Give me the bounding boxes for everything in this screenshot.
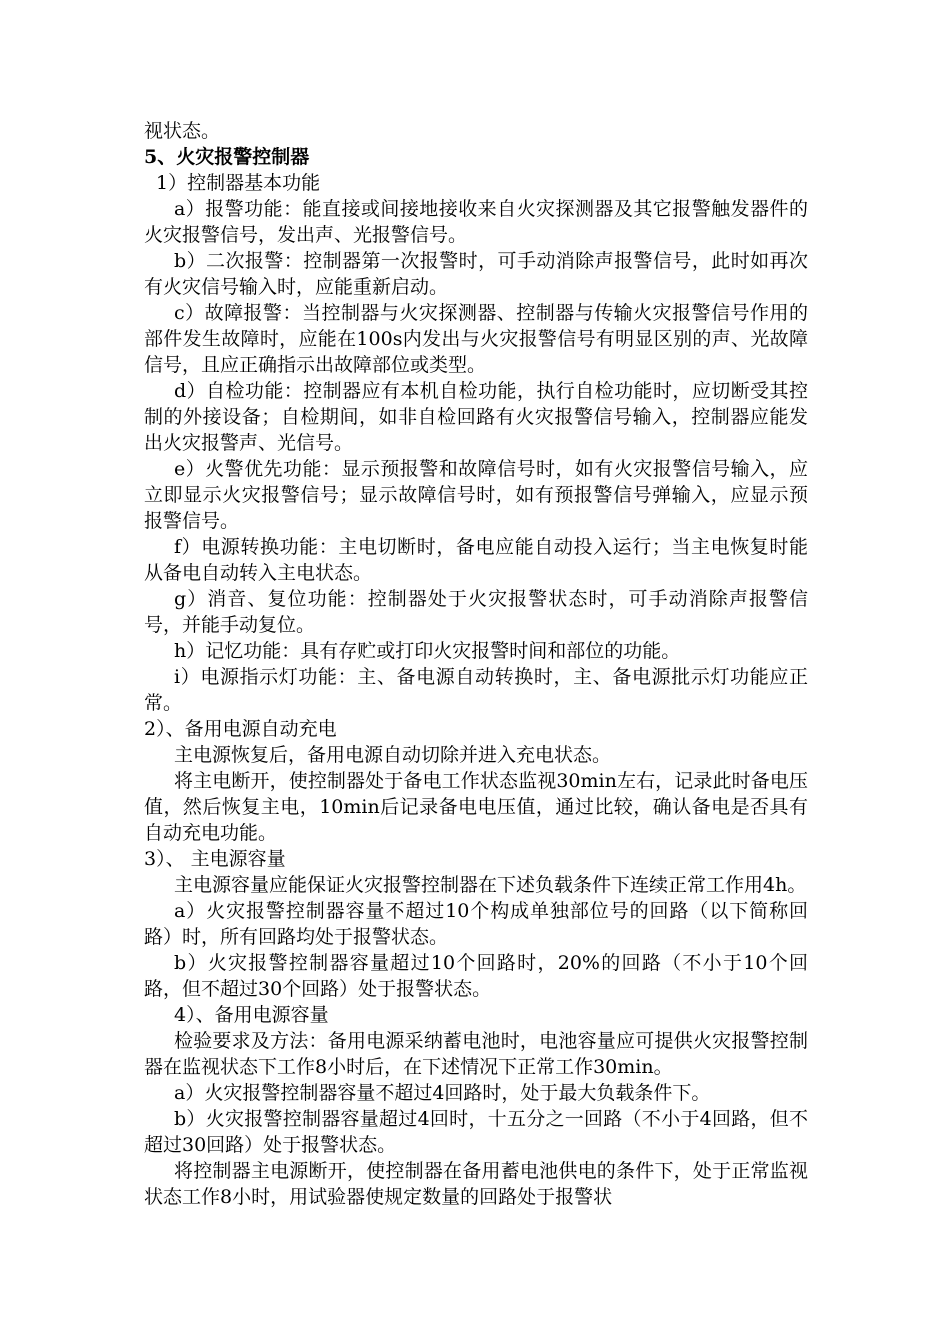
document-page <box>144 118 808 1210</box>
list-item-h: h）记忆功能：具有存贮或打印火灾报警时间和部位的功能。 <box>174 640 681 662</box>
paragraph-16: 主电源容量应能保证火灾报警控制器在下述负载条件下连续正常工作用4h。 <box>174 874 807 896</box>
list-item-4b: b）火灾报警控制器容量超过4回时，十五分之一回路（不小于4回路，但不超过30回路）处于报警状态。 <box>144 1108 808 1156</box>
list-item-3b: b）火灾报警控制器容量超过10个回路时，20%的回路（不小于10个回路，但不超过30个回路）处于报警状态。 <box>144 952 808 1000</box>
subsection-heading-3: 3）、 主电源容量 <box>144 848 286 870</box>
paragraph-14: 将主电断开，使控制器处于备电工作状态监视30min左右，记录此时备电压值，然后恢复主电，10min后记录备电电压值，通过比较，确认备电是否具有自动充电功能。 <box>144 770 808 844</box>
subsection-heading: 1）控制器基本功能 <box>156 172 321 194</box>
list-item-d: d）自检功能：控制器应有本机自检功能，执行自检功能时，应切断受其控制的外接设备；自检期间，如非自检回路有火灾报警信号输入，控制器应能发出火灾报警声、光信号。 <box>144 380 808 454</box>
paragraph-13: 主电源恢复后，备用电源自动切除并进入充电状态。 <box>174 744 612 766</box>
list-item-e: e）火警优先功能：显示预报警和故障信号时，如有火灾报警信号输入，应立即显示火灾报警信号；显示故障信号时，如有预报警信号弹输入，应显示预报警信号。 <box>144 458 808 532</box>
list-item-4a: a）火灾报警控制器容量不超过4回路时，处于最大负载条件下。 <box>174 1082 711 1104</box>
subsection-heading-2: 2）、备用电源自动充电 <box>144 718 337 740</box>
list-item-a: a）报警功能：能直接或间接地接收来自火灾探测器及其它报警触发器件的火灾报警信号，发出声、光报警信号。 <box>144 198 808 246</box>
paragraph-0: 视状态。 <box>144 120 221 142</box>
list-item-c: c）故障报警：当控制器与火灾探测器、控制器与传输火灾报警信号作用的部件发生故障时，应能在100s内发出与火灾报警信号有明显区别的声、光故障信号，且应正确指示出故障部位或类型。 <box>144 302 808 376</box>
paragraph-20: 检验要求及方法：备用电源采纳蓄电池时，电池容量应可提供火灾报警控制器在监视状态下工作8小时后，在下述情况下正常工作30min。 <box>144 1030 808 1078</box>
list-item-f: f）电源转换功能：主电切断时，备电应能自动投入运行；当主电恢复时能从备电自动转入主电状态。 <box>144 536 808 584</box>
list-item-g: g）消音、复位功能：控制器处于火灾报警状态时，可手动消除声报警信号，并能手动复位。 <box>144 588 808 636</box>
subsection-heading-4: 4）、备用电源容量 <box>174 1004 329 1026</box>
list-item-i: i）电源指示灯功能：主、备电源自动转换时，主、备电源批示灯功能应正常。 <box>144 666 808 714</box>
section-heading: 5、火灾报警控制器 <box>144 146 310 168</box>
list-item-b: b）二次报警：控制器第一次报警时，可手动消除声报警信号，此时如再次有火灾信号输入时，应能重新启动。 <box>144 250 808 298</box>
list-item-3a: a）火灾报警控制器容量不超过10个构成单独部位号的回路（以下简称回路）时，所有回路均处于报警状态。 <box>144 900 808 948</box>
paragraph-23: 将控制器主电源断开，使控制器在备用蓄电池供电的条件下，处于正常监视状态工作8小时，用试验器使规定数量的回路处于报警状 <box>144 1160 808 1208</box>
